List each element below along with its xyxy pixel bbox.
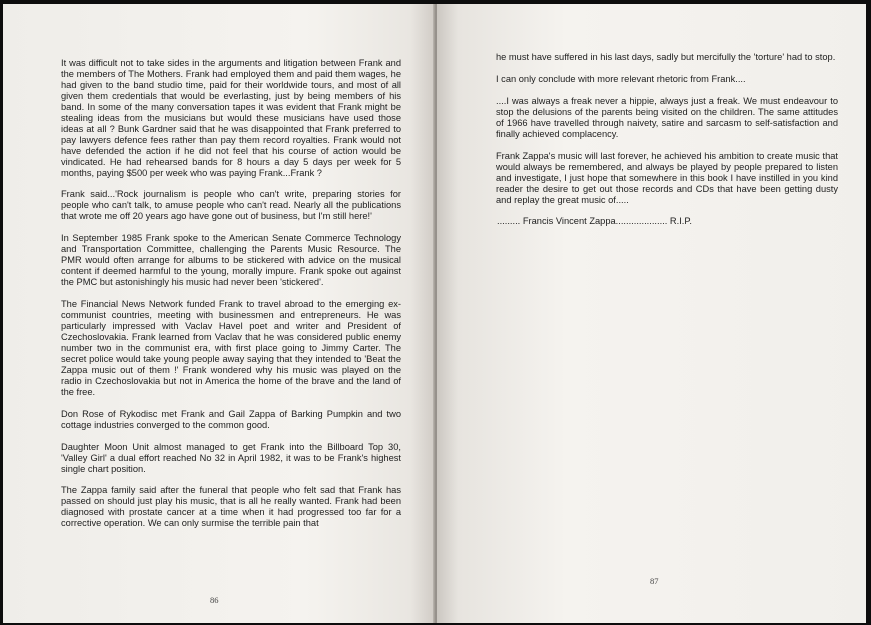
- paragraph: The Financial News Network funded Frank to travel abroad to the emerging ex-communist countries, meeting with businessmen and entrepreneurs. He was particularly impressed with Vaclav Havel poet and writer and President of Czechoslovakia. Frank learned from Vaclav that he was considered public enemy number two in the communist era, with first place going to Jimmy Carter. The secret police would take young people away saying that they intended to 'Beat the Zappa music out of them !' Frank wondered why his music was played on the radio in Czechoslovakia but not in America the home of the brave and the land of the free.: [61, 299, 401, 397]
- left-page-text: [61, 58, 401, 540]
- right-page: [437, 4, 866, 623]
- paragraph: Daughter Moon Unit almost managed to get Frank into the Billboard Top 30, 'Valley Girl' a dual effort reached No 32 in April 1982, it was to be Frank's highest single chart position.: [61, 441, 401, 474]
- paragraph: he must have suffered in his last days, sadly but mercifully the 'torture' had to stop.: [496, 52, 836, 62]
- paragraph: I can only conclude with more relevant rhetoric from Frank....: [496, 73, 746, 84]
- closing-signature: ......... Francis Vincent Zappa.................... R.I.P.: [497, 216, 692, 227]
- paragraph: ....I was always a freak never a hippie, always just a freak. We must endeavour to stop the delusions of the parents being visited on the children. The same attitudes of 1966 have travelled through naivety, satire and sarcasm to self-satisfaction and finally achieved complacency.: [496, 95, 838, 139]
- page-number-left: 86: [210, 595, 219, 605]
- right-page-text: [496, 52, 838, 238]
- page-number-right: 87: [650, 576, 659, 586]
- paragraph: It was difficult not to take sides in the arguments and litigation between Frank and the members of The Mothers. Frank had employed them and paid them wages, he had given to the band studio time, paid for their worldwide tours, and most of all given them credentials that would be everlasting, just by being members of his band. In some of the many conversation tapes it was evident that Frank might be stealing ideas from the musicians but would these musicians have used those ideas at all ? Bunk Gardner said that he was disappointed that Frank preferred to pay lawyers defence fees rather than pay them record royalties. Frank would not have defended the action if he did not feel that his course of action would be vindicated. He had rehearsed bands for 8 hours a day 5 days per week for 5 months, paying $500 per week who was paying Frank...Frank ?: [61, 58, 401, 178]
- left-page: [3, 4, 436, 623]
- paragraph: Frank Zappa's music will last forever, he achieved his ambition to create music that would always be remembered, and always be played by people prepared to listen and investigate, I just hope that somewhere in this book I have instilled in you kind reader the desire to get out those records and CDs that have been getting dusty and replay the great music of.....: [496, 150, 838, 205]
- paragraph: Don Rose of Rykodisc met Frank and Gail Zappa of Barking Pumpkin and two cottage industries converged to the common good.: [61, 408, 401, 430]
- paragraph: Frank said...'Rock journalism is people who can't write, preparing stories for people who can't talk, to amuse people who can't read. Nearly all the publications that wrote me off 20 years ago have gone out of business, but I'm still here!': [61, 189, 401, 222]
- paragraph: The Zappa family said after the funeral that people who felt sad that Frank has passed on should just play his music, that is all he really wanted. Frank had been diagnosed with prostate cancer at a time when it had progressed too far for a corrective operation. We can only surmise the terrible pain that: [61, 485, 401, 529]
- paragraph: In September 1985 Frank spoke to the American Senate Commerce Technology and Transportation Committee, challenging the Parents Music Resource. The PMR would often arrange for albums to be stickered with advice on the musical content if deemed harmful to the young, morally impure. Frank spoke out against the PMC but astonishingly his music had never been 'stickered'.: [61, 233, 401, 288]
